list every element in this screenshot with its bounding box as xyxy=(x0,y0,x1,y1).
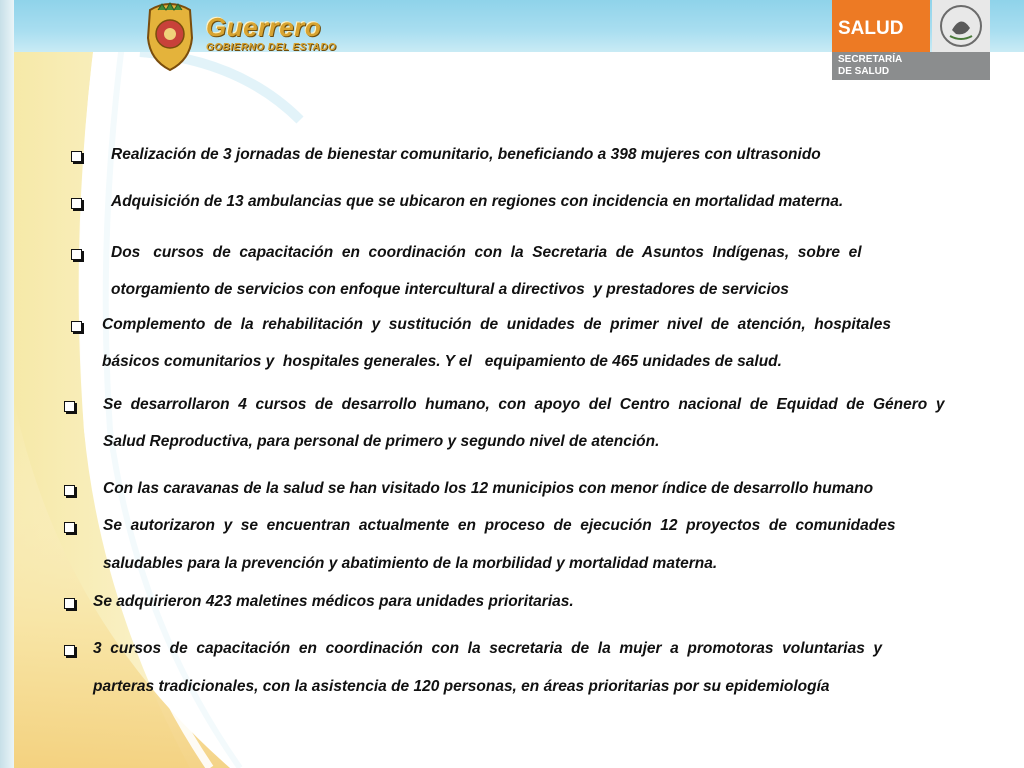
bullet-box-icon xyxy=(71,249,82,260)
salud-subtitle-line2: DE SALUD xyxy=(838,66,890,77)
bullet-item-6: Con las caravanas de la salud se han visitado los 12 municipios con menor índice de desarrollo humano xyxy=(103,480,874,497)
logo-subtitle: GOBIERNO DEL ESTADO xyxy=(206,42,337,53)
bullet-item-7-line1: Se autorizaron y se encuentran actualmente en proceso de ejecución 12 proyectos de comunidades xyxy=(103,517,896,534)
bullet-item-4-line2: básicos comunitarios y hospitales generales. Y el equipamiento de 465 unidades de salud. xyxy=(102,353,782,370)
bullet-item-5-line2: Salud Reproductiva, para personal de primero y segundo nivel de atención. xyxy=(103,433,660,450)
bullet-box-icon xyxy=(71,151,82,162)
bullet-item-5-line1: Se desarrollaron 4 cursos de desarrollo humano, con apoyo del Centro nacional de Equidad de Género y xyxy=(103,396,945,413)
bullet-item-9-line2: parteras tradicionales, con la asistencia de 120 personas, en áreas prioritarias por su epidemiología xyxy=(93,678,830,695)
bullet-item-8: Se adquirieron 423 maletines médicos para unidades prioritarias. xyxy=(93,593,574,610)
bullet-box-icon xyxy=(71,198,82,209)
bullet-item-4-line1: Complemento de la rehabilitación y sustitución de unidades de primer nivel de atención, hospitales xyxy=(102,316,891,333)
bullet-box-icon xyxy=(71,321,82,332)
bullet-item-3-line2: otorgamiento de servicios con enfoque intercultural a directivos y prestadores de servicios xyxy=(111,281,789,298)
bullet-box-icon xyxy=(64,598,75,609)
salud-label: SALUD xyxy=(838,18,904,39)
bullet-box-icon xyxy=(64,522,75,533)
bullet-box-icon xyxy=(64,645,75,656)
salud-subtitle-line1: SECRETARÍA xyxy=(838,54,903,65)
bullet-item-3-line1: Dos cursos de capacitación en coordinación con la Secretaria de Asuntos Indígenas, sobre el xyxy=(111,244,862,261)
bullet-box-icon xyxy=(64,401,75,412)
bullet-item-2: Adquisición de 13 ambulancias que se ubicaron en regiones con incidencia en mortalidad materna. xyxy=(111,193,844,210)
bullet-item-9-line1: 3 cursos de capacitación en coordinación con la secretaria de la mujer a promotoras voluntarias y xyxy=(93,640,883,657)
logo-title: Guerrero xyxy=(206,12,322,42)
bullet-item-7-line2: saludables para la prevención y abatimiento de la morbilidad y mortalidad materna. xyxy=(103,555,718,572)
bullet-item-1: Realización de 3 jornadas de bienestar comunitario, beneficiando a 398 mujeres con ultrasonido xyxy=(111,146,821,163)
bullet-box-icon xyxy=(64,485,75,496)
